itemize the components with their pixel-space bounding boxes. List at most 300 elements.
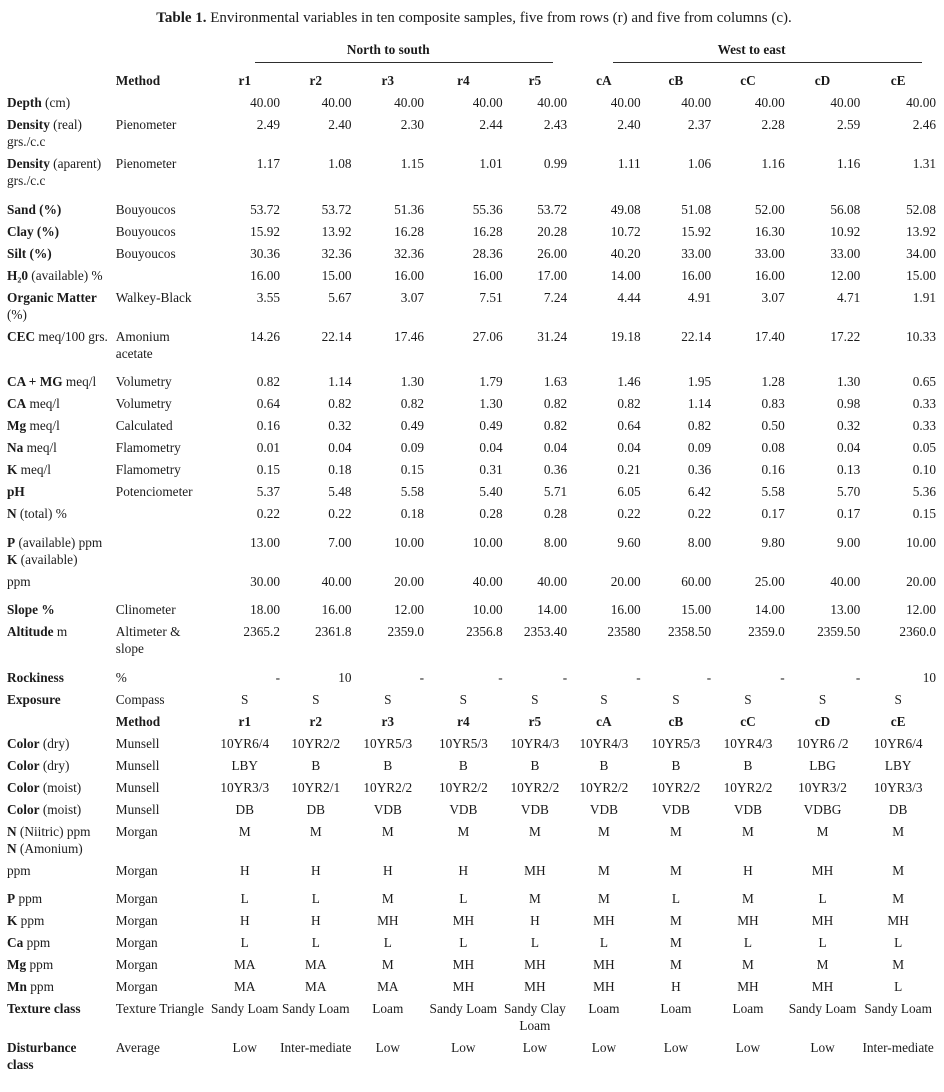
value-cell: B <box>530 757 540 773</box>
value-cell: 52.08 <box>906 201 936 217</box>
table-row <box>7 364 936 393</box>
value-cell: 0.13 <box>837 462 861 477</box>
value-cell: 40.00 <box>472 573 503 589</box>
value-cell: 10YR6/4 <box>220 735 270 751</box>
value-cell: 2.30 <box>400 117 425 132</box>
method-cell: Volumetry <box>115 374 172 389</box>
value-cell: MH <box>524 979 546 994</box>
value-cell: L <box>459 935 468 950</box>
value-cell: M <box>597 823 610 839</box>
value-cell: VDB <box>373 801 402 817</box>
row-label: CA meq/l <box>7 396 60 411</box>
value-cell: 4.44 <box>617 289 641 305</box>
value-cell: 9.60 <box>617 534 641 550</box>
row-label: Slope % <box>7 602 55 617</box>
value-cell: L <box>894 979 903 994</box>
value-cell: 52.00 <box>754 201 785 217</box>
row-label: Color (dry) <box>7 757 70 773</box>
value-cell: 53.72 <box>250 201 280 217</box>
value-cell: B <box>458 757 468 773</box>
value-cell: 40.00 <box>681 95 712 110</box>
method-cell: Morgan <box>115 862 158 878</box>
value-cell: 5.67 <box>328 289 352 305</box>
method-cell <box>116 570 210 592</box>
value-cell: MA <box>234 979 256 994</box>
value-cell: 51.08 <box>681 201 712 217</box>
value-cell: 0.22 <box>328 506 352 521</box>
table-row <box>7 660 936 689</box>
value-cell: 40.00 <box>472 95 503 110</box>
value-cell: Low <box>663 1040 689 1055</box>
value-cell: 12.00 <box>830 267 861 283</box>
method-cell: Volumetry <box>115 396 172 411</box>
value-cell: MA <box>234 957 256 972</box>
value-cell: 1.14 <box>328 374 352 389</box>
value-cell: 30.00 <box>250 573 280 589</box>
value-cell: 0.05 <box>912 440 936 455</box>
method-cell: Munsell <box>115 779 160 795</box>
table-row <box>7 153 936 192</box>
value-cell: M <box>892 957 905 972</box>
value-cell: 10YR2/2 <box>438 779 488 795</box>
value-cell: 30.36 <box>250 245 280 261</box>
value-cell: 0.32 <box>837 418 861 433</box>
table-row <box>7 954 936 976</box>
value-cell: 10YR5/3 <box>438 735 488 751</box>
value-cell: L <box>671 891 680 906</box>
table-row <box>7 264 936 286</box>
row-label: Sand (%) <box>7 201 62 217</box>
value-cell: H <box>671 979 681 994</box>
value-cell: 33.00 <box>681 245 712 261</box>
method-cell: Flamometry <box>115 440 181 455</box>
value-cell: 5.40 <box>479 484 503 499</box>
value-cell: DB <box>306 801 325 817</box>
row-label: N (Niitric) ppm N (Amonium) <box>7 823 91 856</box>
value-cell: Low <box>375 1040 400 1055</box>
value-cell: 14.00 <box>754 602 785 617</box>
value-cell: LBG <box>809 757 836 773</box>
method-cell: Morgan <box>115 891 158 906</box>
value-cell: 15.00 <box>906 267 936 283</box>
value-cell: H <box>310 862 321 878</box>
value-cell: MH <box>593 957 615 972</box>
value-cell: 12.00 <box>394 602 425 617</box>
group-north-to-south: North to south <box>346 41 430 57</box>
row-label: Color (moist) <box>7 779 82 795</box>
value-cell: 16.00 <box>472 267 503 283</box>
value-cell: 1.79 <box>479 374 503 389</box>
value-cell: 20.00 <box>610 573 641 589</box>
value-cell: 56.08 <box>830 201 861 217</box>
value-cell: 5.58 <box>761 484 785 499</box>
value-cell: M <box>816 823 829 839</box>
value-cell: 2.43 <box>543 117 568 132</box>
value-cell: 1.63 <box>543 374 568 389</box>
row-label: Texture class <box>7 1001 81 1016</box>
west-group-underline <box>613 62 922 70</box>
value-cell: - <box>562 669 568 685</box>
value-cell: 16.00 <box>321 602 352 617</box>
value-cell: 4.91 <box>687 289 712 305</box>
value-cell: B <box>671 757 681 773</box>
column-header-r2: r2 <box>309 713 323 729</box>
value-cell: VDB <box>520 801 549 817</box>
value-cell: 10YR2/1 <box>291 779 341 795</box>
value-cell: 20.00 <box>906 573 936 589</box>
value-cell: B <box>311 757 321 773</box>
table-row <box>7 998 936 1037</box>
value-cell: 0.82 <box>543 396 568 411</box>
value-cell: 1.01 <box>479 156 503 171</box>
column-header-r4: r4 <box>457 73 470 88</box>
value-cell: 40.00 <box>754 95 785 110</box>
value-cell: - <box>498 669 503 685</box>
value-cell: M <box>742 957 754 972</box>
column-header-cB: cB <box>668 73 684 88</box>
value-cell: 10YR2/2 <box>510 779 560 795</box>
table-row <box>7 732 936 754</box>
value-cell: 5.36 <box>912 484 936 499</box>
value-cell: 22.14 <box>681 328 712 344</box>
value-cell: 1.08 <box>328 156 352 171</box>
method-cell <box>116 264 210 286</box>
value-cell: 10YR6 /2 <box>796 735 849 751</box>
value-cell: M <box>381 957 394 972</box>
value-cell: 10YR4/3 <box>579 735 629 751</box>
value-cell: 1.16 <box>761 156 785 171</box>
table-row <box>7 754 936 776</box>
value-cell: 16.00 <box>610 602 641 617</box>
value-cell: M <box>670 823 682 839</box>
value-cell: 40.20 <box>610 245 641 261</box>
value-cell: 1.16 <box>837 156 861 171</box>
column-header-r1: r1 <box>238 713 252 729</box>
row-label: Na meq/l <box>7 440 57 455</box>
value-cell: M <box>742 823 754 839</box>
method-cell: Pienometer <box>115 117 177 132</box>
value-cell: 1.91 <box>912 289 936 305</box>
value-cell: Sandy Loam <box>210 1001 279 1016</box>
value-cell: 10 <box>922 669 936 685</box>
value-cell: 8.00 <box>543 534 568 550</box>
table-row <box>7 776 936 798</box>
value-cell: Inter-mediate <box>862 1040 934 1055</box>
value-cell: 17.00 <box>537 267 568 283</box>
value-cell: 2.49 <box>256 117 280 132</box>
row-label: Ca ppm <box>7 935 51 950</box>
table-row <box>7 910 936 932</box>
method-cell: % <box>115 669 127 685</box>
value-cell: 0.28 <box>479 506 503 521</box>
value-cell: - <box>419 669 425 685</box>
table-row <box>7 503 936 525</box>
value-cell: 32.36 <box>321 245 352 261</box>
method-cell: Texture Triangle <box>115 1001 204 1016</box>
value-cell: M <box>528 823 541 839</box>
value-cell: 2.59 <box>837 117 861 132</box>
row-label: ppm <box>7 573 31 589</box>
value-cell: 0.17 <box>761 506 785 521</box>
value-cell: 0.17 <box>837 506 861 521</box>
value-cell: 1.11 <box>617 156 641 171</box>
value-cell: 5.37 <box>256 484 280 499</box>
value-cell: 2361.8 <box>314 624 352 639</box>
value-cell: MH <box>452 913 475 928</box>
value-cell: 0.49 <box>400 418 425 433</box>
value-cell: 27.06 <box>472 328 503 344</box>
value-cell: 0.21 <box>617 462 641 477</box>
value-cell: 13.92 <box>906 223 936 239</box>
value-cell: 7.24 <box>543 289 568 305</box>
table-row <box>7 192 936 221</box>
value-cell: MA <box>305 957 327 972</box>
value-cell: H <box>239 913 250 928</box>
value-cell: 40.00 <box>394 95 425 110</box>
column-header-r1: r1 <box>238 73 252 88</box>
row-label: Color (dry) <box>7 735 70 751</box>
value-cell: L <box>743 935 753 950</box>
value-cell: 10.00 <box>394 534 425 550</box>
value-cell: M <box>816 957 829 972</box>
value-cell: 10YR3/3 <box>873 779 923 795</box>
value-cell: 0.82 <box>617 396 641 411</box>
value-cell: 1.06 <box>687 156 712 171</box>
table-row <box>7 859 936 881</box>
west-rule-cell <box>567 58 936 70</box>
group-rule-row <box>7 58 936 70</box>
value-cell: L <box>459 891 468 906</box>
value-cell: H <box>382 862 393 878</box>
value-cell: 0.04 <box>479 440 503 455</box>
table-row <box>7 1037 936 1076</box>
value-cell: 1.30 <box>479 396 503 411</box>
spacer-cell <box>7 58 116 70</box>
value-cell: 0.83 <box>761 396 785 411</box>
value-cell: 19.18 <box>610 328 641 344</box>
value-cell: VDB <box>733 801 762 817</box>
value-cell: L <box>311 935 320 950</box>
value-cell: 0.82 <box>543 418 568 433</box>
row-label: Altitude m <box>7 624 68 639</box>
table-row <box>7 621 936 660</box>
value-cell: 0.15 <box>256 462 280 477</box>
table-row <box>7 481 936 503</box>
value-cell: L <box>818 891 827 906</box>
value-cell: 0.33 <box>912 396 936 411</box>
row-label: P ppm <box>7 891 43 906</box>
value-cell: 0.16 <box>256 418 280 433</box>
north-rule-cell <box>209 58 567 70</box>
value-cell: VDB <box>661 801 690 817</box>
row-label: CA + MG meq/l <box>7 374 97 389</box>
value-cell: 15.00 <box>681 602 712 617</box>
value-cell: 34.00 <box>906 245 936 261</box>
value-cell: 0.98 <box>837 396 861 411</box>
method-cell: Walkey-Black <box>115 289 192 305</box>
value-cell: M <box>381 823 394 839</box>
row-label: P (available) ppm K (available) <box>7 534 103 567</box>
value-cell: 3.07 <box>400 289 425 305</box>
value-cell: 2359.50 <box>817 624 861 639</box>
value-cell: 0.22 <box>256 506 280 521</box>
value-cell: M <box>597 891 610 906</box>
value-cell: LBY <box>231 757 259 773</box>
value-cell: 13.00 <box>830 602 861 617</box>
row-label: Silt (%) <box>7 245 52 261</box>
value-cell: 51.36 <box>394 201 425 217</box>
spacer-cell <box>7 38 116 58</box>
row-label: Mg meq/l <box>7 418 60 433</box>
method-cell <box>116 503 210 525</box>
spacer-cell <box>7 710 116 732</box>
value-cell: 3.55 <box>256 289 280 305</box>
value-cell: VDB <box>589 801 618 817</box>
value-cell: 2.37 <box>687 117 712 132</box>
method-cell: Munsell <box>115 757 160 773</box>
value-cell: 17.40 <box>754 328 785 344</box>
value-cell: 31.24 <box>537 328 568 344</box>
value-cell: 10.00 <box>472 534 503 550</box>
column-header-cC: cC <box>740 73 756 88</box>
value-cell: L <box>894 935 903 950</box>
value-cell: 10YR4/3 <box>723 735 773 751</box>
row-label: ppm <box>7 862 31 878</box>
method-cell: Clinometer <box>115 602 176 617</box>
value-cell: MH <box>524 957 546 972</box>
column-header-r5: r5 <box>528 713 542 729</box>
value-cell: 8.00 <box>687 534 712 550</box>
value-cell: 28.36 <box>472 245 503 261</box>
value-cell: 0.82 <box>256 374 280 389</box>
value-cell: M <box>892 891 905 906</box>
value-cell: 40.00 <box>537 573 568 589</box>
row-label: Rockiness <box>7 669 64 685</box>
value-cell: 10 <box>338 669 352 685</box>
value-cell: S <box>600 691 608 707</box>
value-cell: 0.04 <box>543 440 568 455</box>
value-cell: 2.40 <box>328 117 352 132</box>
value-cell: 2359.0 <box>387 624 425 639</box>
value-cell: S <box>818 691 827 707</box>
value-cell: 0.04 <box>617 440 641 455</box>
table-row <box>7 220 936 242</box>
value-cell: M <box>892 823 905 839</box>
row-label: K ppm <box>7 913 45 928</box>
column-header-r3: r3 <box>381 73 395 88</box>
method-cell <box>116 525 210 571</box>
method-cell: Morgan <box>115 823 158 839</box>
method-cell: Flamometry <box>115 462 181 477</box>
value-cell: 10YR6/4 <box>873 735 923 751</box>
method-cell: Altimeter & slope <box>115 624 181 656</box>
value-cell: 0.36 <box>687 462 712 477</box>
method-cell: Pienometer <box>115 156 177 171</box>
value-cell: H <box>239 862 250 878</box>
environmental-variables-table <box>7 38 936 1076</box>
column-header-cC: cC <box>740 713 756 729</box>
value-cell: Loam <box>732 1001 764 1016</box>
table-row <box>7 688 936 710</box>
value-cell: 53.72 <box>537 201 568 217</box>
value-cell: 0.08 <box>761 440 785 455</box>
value-cell: 1.17 <box>256 156 280 171</box>
value-cell: 16.00 <box>681 267 712 283</box>
value-cell: 7.51 <box>479 289 503 305</box>
value-cell: MH <box>887 913 909 928</box>
value-cell: 20.28 <box>537 223 568 239</box>
value-cell: Inter-mediate <box>280 1040 352 1055</box>
table-row <box>7 325 936 364</box>
value-cell: H <box>310 913 321 928</box>
row-label: CEC meq/100 grs. <box>7 328 108 344</box>
method-cell: Bouyoucos <box>115 223 176 239</box>
table-row <box>7 592 936 621</box>
table-caption <box>22 10 926 27</box>
value-cell: L <box>599 935 608 950</box>
value-cell: M <box>309 823 322 839</box>
value-cell: 0.50 <box>761 418 785 433</box>
spacer-cell <box>116 38 210 58</box>
value-cell: 49.08 <box>610 201 641 217</box>
value-cell: 9.80 <box>761 534 785 550</box>
method-column-header: Method <box>115 73 161 88</box>
value-cell: H <box>743 862 753 878</box>
north-group-underline <box>255 62 553 70</box>
value-cell: MH <box>811 979 834 994</box>
row-label: N (total) % <box>7 506 67 521</box>
value-cell: 26.00 <box>537 245 568 261</box>
value-cell: S <box>744 691 752 707</box>
value-cell: 15.92 <box>250 223 280 239</box>
value-cell: 25.00 <box>754 573 785 589</box>
value-cell: 0.82 <box>687 418 712 433</box>
value-cell: Sandy Loam <box>788 1001 857 1016</box>
value-cell: Low <box>451 1040 476 1055</box>
value-cell: 32.36 <box>394 245 425 261</box>
value-cell: 60.00 <box>681 573 712 589</box>
value-cell: S <box>384 691 392 707</box>
table-row <box>7 114 936 153</box>
value-cell: 23580 <box>607 624 641 639</box>
value-cell: M <box>670 862 682 878</box>
value-cell: DB <box>235 801 254 817</box>
value-cell: 0.99 <box>543 156 568 171</box>
value-cell: MH <box>811 862 834 878</box>
value-cell: 5.70 <box>837 484 861 499</box>
row-label: Mn ppm <box>7 979 54 994</box>
value-cell: 33.00 <box>830 245 861 261</box>
column-header-r4: r4 <box>457 713 470 729</box>
value-cell: Sandy Loam <box>281 1001 350 1016</box>
value-cell: 0.82 <box>400 396 425 411</box>
value-cell: 40.00 <box>906 95 936 110</box>
value-cell: 20.00 <box>394 573 425 589</box>
value-cell: 0.28 <box>543 506 568 521</box>
value-cell: 2356.8 <box>466 624 503 639</box>
value-cell: 1.46 <box>617 374 641 389</box>
value-cell: MA <box>377 979 399 994</box>
value-cell: 18.00 <box>250 602 280 617</box>
value-cell: 12.00 <box>906 602 936 617</box>
value-cell: 2360.0 <box>899 624 936 639</box>
value-cell: 2.46 <box>912 117 936 132</box>
value-cell: MA <box>305 979 327 994</box>
column-header-cA: cA <box>596 713 612 729</box>
value-cell: 1.31 <box>912 156 936 171</box>
value-cell: 53.72 <box>321 201 352 217</box>
table-row <box>7 459 936 481</box>
